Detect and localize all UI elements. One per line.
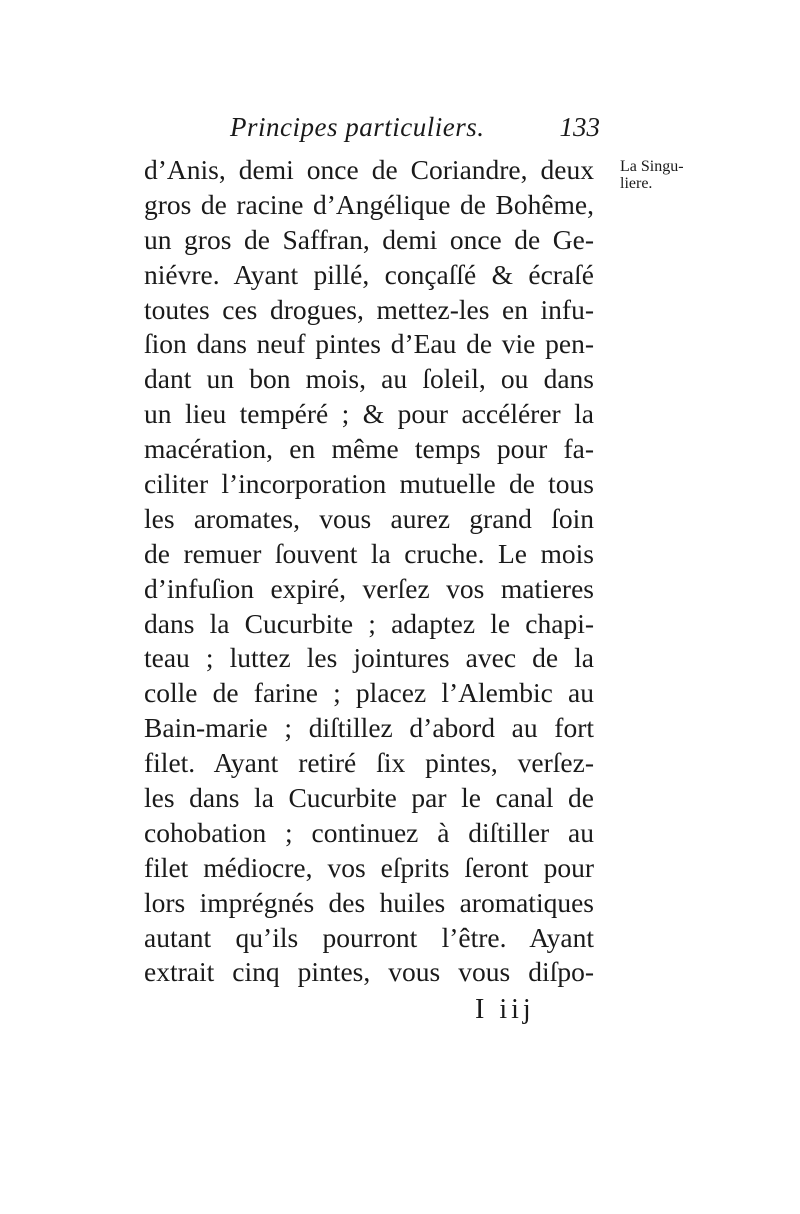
text-line: les dans la Cucurbite par le canal de (144, 782, 594, 814)
text-line: les aromates, vous aurez grand ſoin (144, 502, 594, 534)
body-text (144, 153, 594, 990)
text-line: autant qu’ils pourront l’être. Ayant (144, 921, 594, 953)
text-line: filet. Ayant retiré ſix pintes, verſez- (144, 747, 594, 779)
page-number: 133 (559, 112, 600, 142)
text-line: filet médiocre, vos eſprits ſeront pour (144, 851, 594, 883)
text-line: un gros de Saffran, demi once de Ge- (144, 223, 594, 255)
text-line: d’infuſion expiré, verſez vos matieres (144, 572, 594, 604)
signature-mark: I iij (475, 994, 535, 1025)
text-line: ciliter l’incorporation mutuelle de tous (144, 468, 594, 500)
text-line: gros de racine d’Angélique de Bohême, (144, 188, 594, 220)
text-line: lors imprégnés des huiles aromatiques (144, 886, 594, 918)
text-line: cohobation ; continuez à diſtiller au (144, 816, 594, 848)
text-line: ſion dans neuf pintes d’Eau de vie pen- (144, 328, 594, 360)
text-line: d’Anis, demi once de Coriandre, deux (144, 154, 594, 185)
text-line: de remuer ſouvent la cruche. Le mois (144, 537, 594, 569)
text-line: macération, en même temps pour fa- (144, 433, 594, 465)
text-line: teau ; luttez les jointures avec de la (144, 642, 594, 674)
text-line: un lieu tempéré ; & pour accélérer la (144, 398, 594, 430)
text-line: dans la Cucurbite ; adaptez le chapi- (144, 607, 594, 639)
margin-note: La Singu- liere. (620, 158, 684, 192)
text-line: niévre. Ayant pillé, conçaſſé & écraſé (144, 258, 594, 290)
running-title: Principes particuliers. (230, 112, 485, 142)
text-line: extrait cinq pintes, vous vous diſpo- (144, 956, 594, 988)
running-head (230, 112, 600, 152)
text-line: toutes ces drogues, mettez-les en infu- (144, 293, 594, 325)
text-line: dant un bon mois, au ſoleil, ou dans (144, 363, 594, 395)
text-line: Bain-marie ; diſtillez d’abord au fort (144, 712, 594, 744)
text-line: colle de farine ; placez l’Alembic au (144, 677, 594, 709)
